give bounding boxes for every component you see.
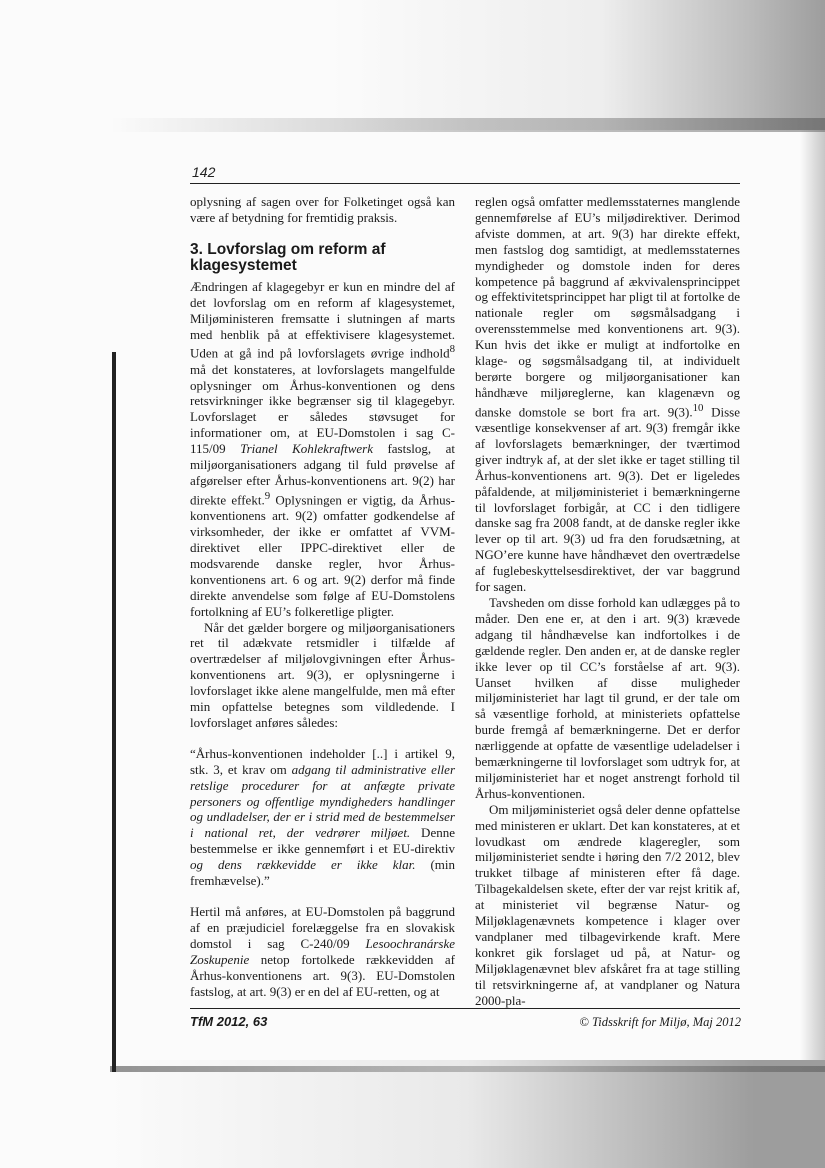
header-rule [190,183,740,184]
left-column [190,194,455,999]
paragraph: Tavsheden om disse forhold kan udlægges på to måder. Den ene er, at den i art. 9(3) krævede adgang til håndhævelse kan indfortolkes i de gældende regler. Den anden er, at de danske regler ikke lever op til CC’s forståelse af art. 9(3). Uanset hvilken af disse muligheder miljøministeriet har lagt til grund, er der tale om så væsentlige forhold, at ministeriets opfattelse burde fremgå af bemærkningerne. Det er derfor nærliggende at opfatte de væsentlige udeladelser i bemærkningerne til lovforslaget som udtryk for, at miljøministeriet har et noget anstrengt forhold til Århus-konventionen. [475,594,740,801]
footnote-ref: 8 [449,343,455,356]
case-name: Trianel Kohlekraftwerk [240,441,373,457]
text-run: Ændringen af klagegebyr er kun en mindre del af det lovforslag om en reform af klagesystemet, Miljøministeren fremsatte i slutningen af marts med henblik på at effektivisere klagesystemet. Uden at gå ind på lovforslagets øvrige indhold [190,278,455,361]
scan-shadow-line-bottom [110,1066,825,1072]
footnote-ref: 9 [264,489,271,502]
emphasis: adgang til administrative eller retslige procedurer for at anfægte private personers og offentlige myndigheders handlinger og undladelser, der er i strid med de bestemmelser i national ret, der vedrører miljøet. [190,761,456,841]
text-run: må det konstateres, at lovforslagets mangelfulde oplysninger om Århus-konventionen og dens retsvirkninger ikke begrænser sig til klagegebyr. Lovforslaget er således støvsuget for informationer om, at EU-Domstolen i sag C-115/09 [190,361,455,457]
page-binding-edge [112,352,116,1072]
scan-shadow-top [330,0,825,130]
paragraph [190,904,455,999]
section-heading: 3. Lovforslag om reform af klagesystemet [190,240,386,274]
scan-shadow-right-edge [800,130,825,1060]
text-run: fastslog, at miljøorganisationers adgang til fuld prøvelse af afgørelser efter Århus-konventionens art. 9(2) har direkte effekt. [190,441,455,508]
text-run: netop fortolkede rækkevidden af Århus-konventionens art. 9(3). EU-Domstolen fastslog, at art. 9(3) er en del af EU-retten, og at [190,951,455,999]
paragraph: Om miljøministeriet også deler denne opfattelse med ministeren er uklart. Det kan konstateres, at et lovudkast om ændrede klageregler, som miljøministeriet sendte i høring den 7/2 2012, blev trukket tilbage af ministeren efter få dage. Tilbagekaldelsen skete, efter der var rejst kritik af, at ministeriet vil begrænse Natur- og Miljøklagenævnets kompetence i klager over vandplaner med tilbagevirkende kraft. Mere konkret gik forslaget ud på, at Natur- og Miljøklagenævnet blev afskåret fra at tage stilling til retsvirkningerne af, at vandplaner og Natura 2000-pla- [475,801,740,1008]
paragraph [190,279,455,620]
text-run: (min fremhævelse).” [190,857,455,889]
paragraph: oplysning af sagen over for Folketinget også kan være af betydning for fremtidig praksis. [190,194,455,225]
text-run: reglen også omfatter medlemsstaternes manglende gennemførelse af EU’s miljødirektiver. Derimod afviste dommen, at art. 9(3) har direkte effekt, men fastslog dog samtidigt, at medlemsstaternes myndigheder og domstole inden for deres kompetence på baggrund af ækvivalensprincippet og effektivitetsprincippet har pligt til at fortolke de nationale regler om søgsmålsadgang i overensstemmelse med konventionens art. 9(3). Kun hvis det ikke er muligt at indfortolke en klage- og søgsmålsadgang til, at individuelt berørte borgere og miljøorganisationer kan håndhæve miljøreglerne, kan klagenævn og danske domstole se bort fra art. 9(3). [475,194,740,420]
paragraph: Når det gælder borgere og miljøorganisationers ret til adækvate retsmidler i tilfælde af overtrædelser af miljølovgivningen efter Århus-konventionens art. 9(3), er oplysningerne i lovforslaget ikke alene mangelfulde, men må efter min opfattelse betegnes som vildledende. I lovforslaget anføres således: [190,619,455,730]
right-column [475,194,740,1009]
journal-citation: TfM 2012, 63 [190,1014,268,1029]
text-run: Disse væsentlige konsekvenser af art. 9(3) fremgår ikke af lovforslagets bemærkninger, der tværtimod giver indtryk af, at der slet ikke er taget stilling til Århus-konventionens art. 9(3). Det er ligeledes påfaldende, at miljøministeriet i bemærkningerne til lovforslaget forbigår, at CC i den tidligere danske sag fra 2008 fandt, at de danske regler ikke lever op til art. 9(3) ud fra den forudsætning, at NGO’ere kunne have håndhævet den overtrædelse af fuglebeskyttelsesdirektivet, der var baggrund for sagen. [475,404,740,595]
text-run: Hertil må anføres, at EU-Domstolen på baggrund af en præjudiciel forelæggelse fra en slovakisk domstol i sag C-240/09 [190,904,455,951]
scan-shadow-bottom [110,1060,825,1168]
text-run: Oplysningen er vigtig, da Århus-konventionens art. 9(2) omfatter godkendelse af virksomheder, der ikke er omfattet af VVM-direktivet eller IPPC-direktivet eller de modsvarende danske regler, hvor Århus-konventionens art. 6 og art. 9(2) derfor må finde direkte anvendelse som følge af EU-Domstolens fortolkning af EU’s folkeretlige pligter. [190,492,455,619]
footnote-ref: 10 [692,401,704,414]
scan-shadow-line-top [110,118,825,132]
block-quote [190,746,455,889]
journal-issue: © Tidsskrift for Miljø, Maj 2012 [579,1015,741,1029]
text-run: “Århus-konventionen indeholder [..] i artikel 9, stk. 3, et krav om [190,745,455,777]
page-number: 142 [192,164,216,180]
emphasis: og dens rækkevidde er ikke klar. [190,857,416,873]
footer-rule [190,1008,740,1009]
case-name: Lesoochranárske Zoskupenie [190,935,455,967]
paragraph [475,194,740,595]
text-run: Denne bestemmelse er ikke gennemført i et EU-direktiv [190,825,455,857]
